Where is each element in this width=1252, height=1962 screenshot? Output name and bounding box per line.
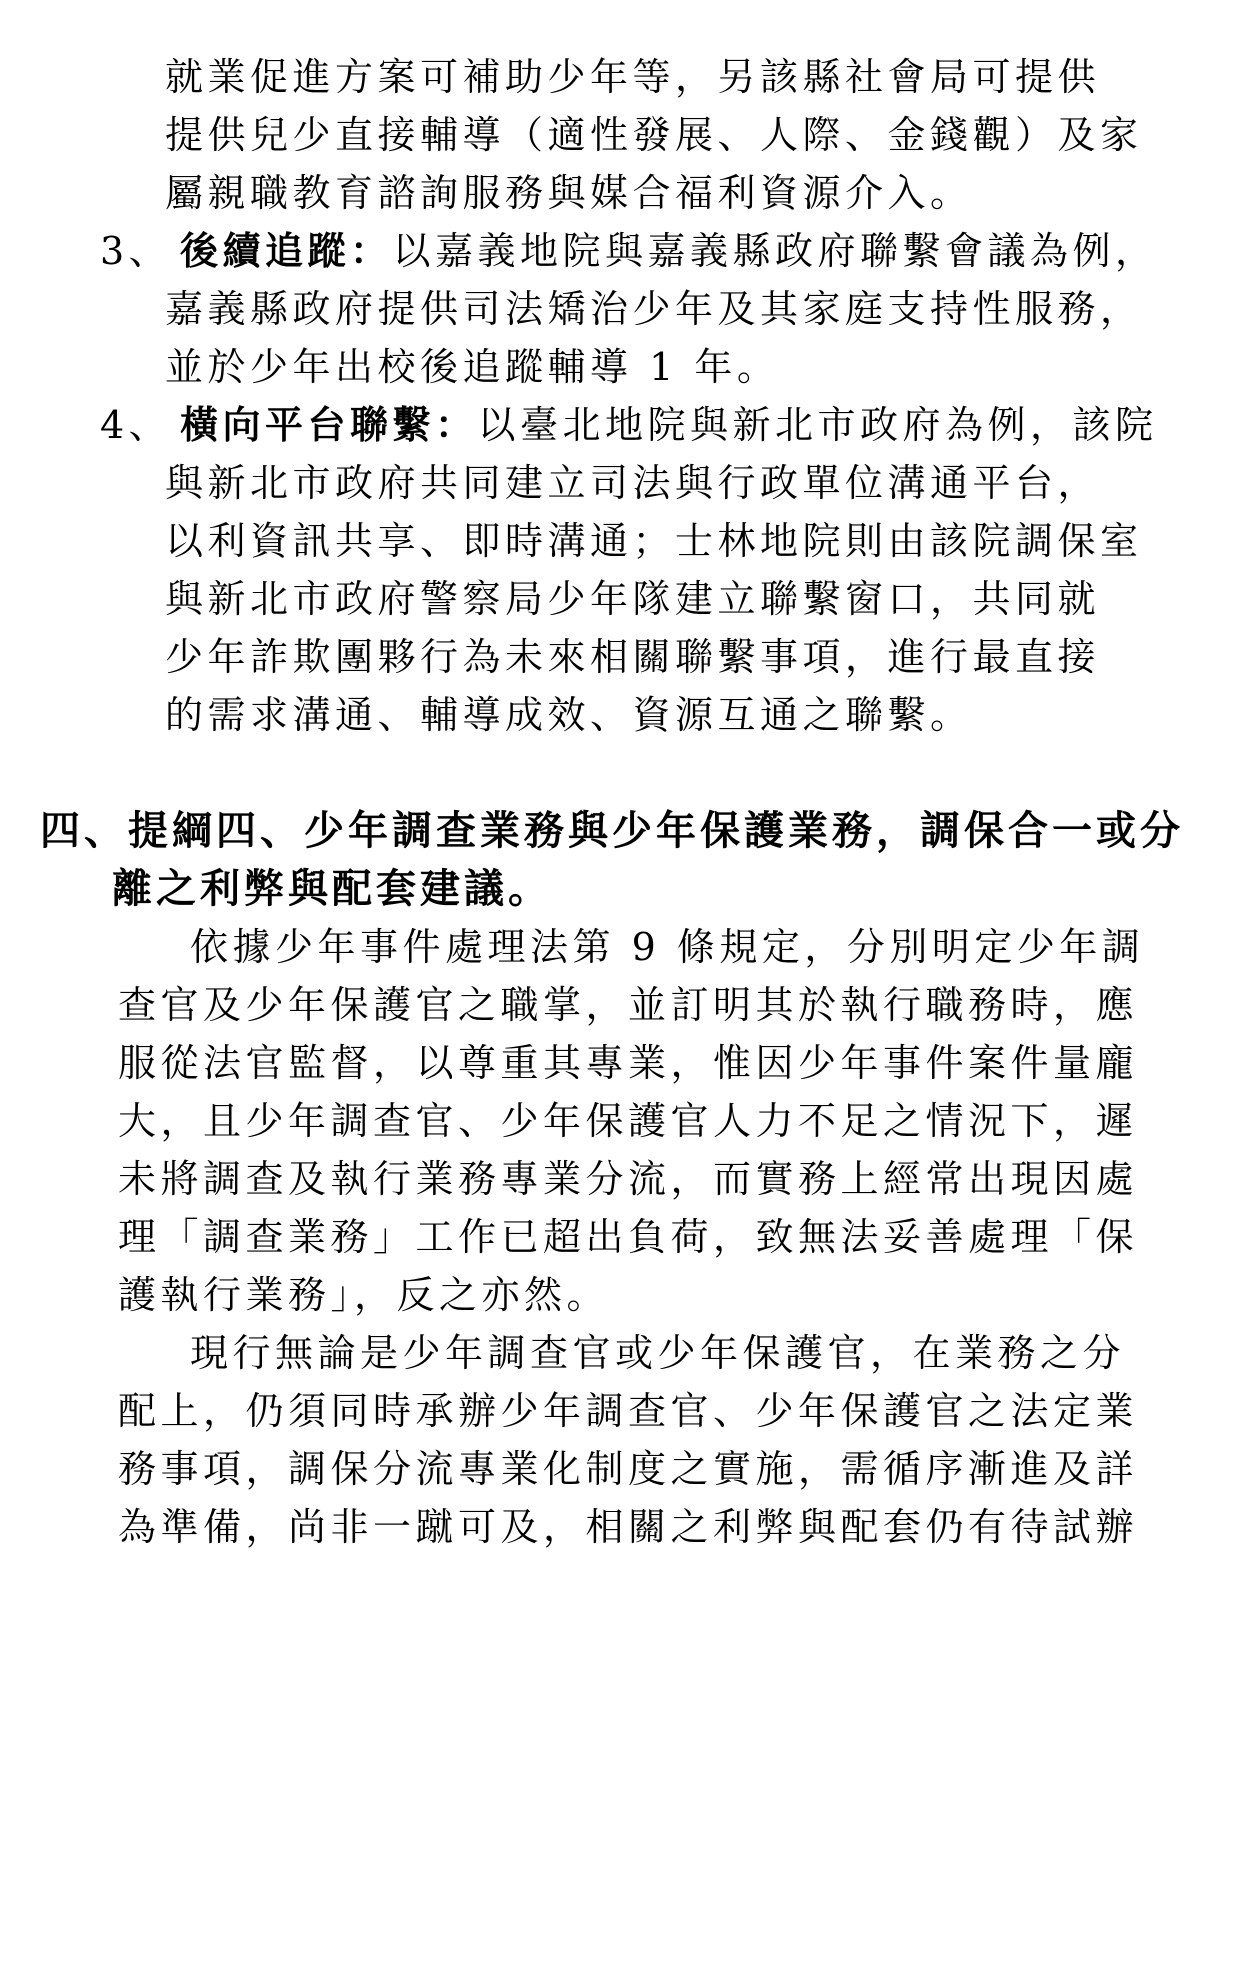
item-text: 以臺北地院與新北市政府為例，該院	[477, 403, 1158, 447]
paragraph-line: 現行無論是少年調查官或少年保護官，在業務之分	[190, 1331, 1126, 1375]
text-line: 就業促進方案可補助少年等，另該縣社會局可提供	[165, 55, 1101, 99]
text-line: 嘉義縣政府提供司法矯治少年及其家庭支持性服務，	[165, 287, 1143, 331]
item-title: 後續追蹤：	[180, 229, 393, 273]
section-heading-cont: 離之利弊與配套建議。	[112, 866, 552, 912]
paragraph-line: 為準備，尚非一蹴可及，相關之利弊與配套仍有待試辦	[118, 1505, 1139, 1549]
paragraph-line: 依據少年事件處理法第 9 條規定，分別明定少年調	[190, 925, 1145, 969]
item-title: 橫向平台聯繫：	[180, 403, 478, 447]
paragraph-line: 查官及少年保護官之職掌，並訂明其於執行職務時，應	[118, 983, 1139, 1027]
section-heading: 四、提綱四、少年調查業務與少年保護業務，調保合一或分	[40, 808, 1184, 854]
item-text: 以嘉義地院與嘉義縣政府聯繫會議為例，	[392, 229, 1158, 273]
list-item-3	[100, 226, 1158, 276]
text-line: 以利資訊共享、即時溝通；士林地院則由該院調保室	[165, 519, 1143, 563]
paragraph-line: 護執行業務」，反之亦然。	[118, 1273, 610, 1317]
paragraph-line: 務事項，調保分流專業化制度之實施，需循序漸進及詳	[118, 1447, 1139, 1491]
text-line: 並於少年出校後追蹤輔導 1 年。	[165, 345, 780, 389]
text-line: 少年詐欺團夥行為未來相關聯繫事項，進行最直接	[165, 635, 1101, 679]
text-line: 屬親職教育諮詢服務與媒合福利資源介入。	[165, 171, 973, 215]
list-number: 3、	[100, 229, 172, 273]
paragraph-line: 未將調查及執行業務專業分流，而實務上經常出現因處	[118, 1157, 1139, 1201]
paragraph-line: 理「調查業務」工作已超出負荷，致無法妥善處理「保	[118, 1215, 1139, 1259]
paragraph-line: 服從法官監督，以尊重其專業，惟因少年事件案件量龐	[118, 1041, 1139, 1085]
paragraph-line: 配上，仍須同時承辦少年調查官、少年保護官之法定業	[118, 1389, 1139, 1433]
text-line: 提供兒少直接輔導（適性發展、人際、金錢觀）及家	[165, 113, 1143, 157]
list-number: 4、	[100, 403, 172, 447]
text-line: 的需求溝通、輔導成效、資源互通之聯繫。	[165, 693, 973, 737]
paragraph-line: 大，且少年調查官、少年保護官人力不足之情況下，遲	[118, 1099, 1139, 1143]
list-item-4	[100, 400, 1158, 450]
text-line: 與新北市政府警察局少年隊建立聯繫窗口，共同就	[165, 577, 1101, 621]
text-line: 與新北市政府共同建立司法與行政單位溝通平台，	[165, 461, 1101, 505]
